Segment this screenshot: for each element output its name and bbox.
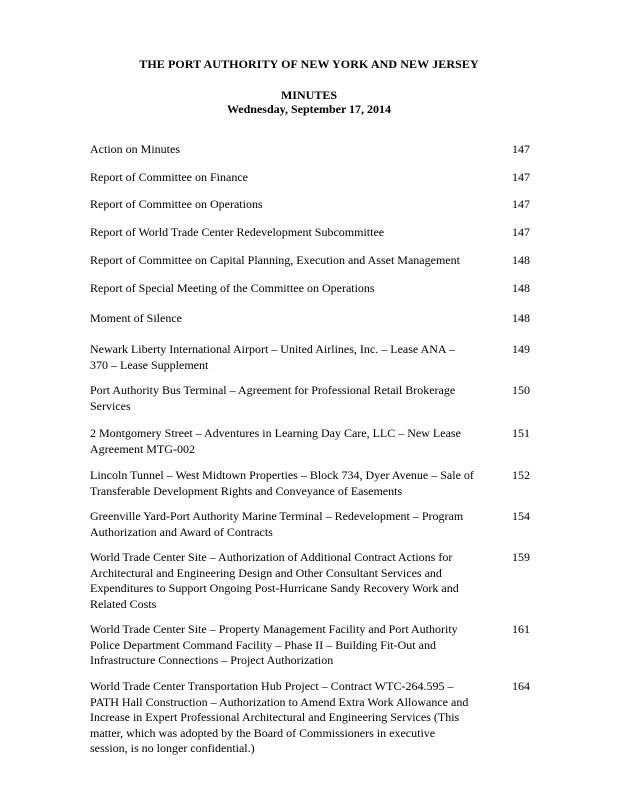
- entry-title: 2 Montgomery Street – Adventures in Learning Day Care, LLC – New Lease Agreement MTG-002: [90, 426, 461, 456]
- entry-title: Moment of Silence: [90, 311, 182, 325]
- entry-page-number: 147: [512, 225, 530, 239]
- meeting-date: Wednesday, September 17, 2014: [226, 102, 392, 116]
- entry-title: Report of Special Meeting of the Committee on Operations: [90, 281, 375, 295]
- document-title: MINUTES: [280, 88, 337, 102]
- entry-page-number: 152: [512, 468, 530, 482]
- entry-page-number: 149: [512, 342, 530, 356]
- contents-entry: [90, 311, 530, 327]
- entry-page-number: 147: [512, 170, 530, 184]
- entry-title: Port Authority Bus Terminal – Agreement for Professional Retail Brokerage Services: [90, 383, 456, 413]
- entry-page-number: 148: [512, 253, 530, 267]
- contents-entry: [90, 142, 530, 158]
- entry-title: Report of World Trade Center Redevelopment Subcommittee: [90, 225, 385, 239]
- contents-entry: [90, 383, 530, 414]
- entry-title: Newark Liberty International Airport – United Airlines, Inc. – Lease ANA – 370 – Lease Supplement: [90, 342, 455, 372]
- contents-entry: [90, 281, 530, 297]
- contents-entry: [90, 225, 530, 241]
- entry-page-number: 154: [512, 509, 530, 523]
- entry-title: World Trade Center Site – Property Management Facility and Port Authority Police Department Command Facility – Phase II – Building Fit-Out and Infrastructure Connections – Project Authorization: [90, 622, 458, 667]
- entry-page-number: 148: [512, 281, 530, 295]
- contents-entry: [90, 197, 530, 213]
- entry-page-number: 161: [512, 622, 530, 636]
- entry-title: World Trade Center Site – Authorization of Additional Contract Actions for Architectural and Engineering Design and Other Consultant Services and Expenditures to Support Ongoing Post-Hurricane Sandy Recovery Work and Related Costs: [90, 550, 459, 611]
- contents-entry: [90, 253, 530, 269]
- entry-title: Report of Committee on Capital Planning, Execution and Asset Management: [90, 253, 460, 267]
- entry-title: Report of Committee on Operations: [90, 197, 263, 211]
- contents-entry: [90, 679, 530, 757]
- entry-title: Action on Minutes: [90, 142, 180, 156]
- entry-page-number: 147: [512, 142, 530, 156]
- entry-page-number: 148: [512, 311, 530, 325]
- contents-entry: [90, 170, 530, 186]
- entry-page-number: 164: [512, 679, 530, 693]
- entry-page-number: 147: [512, 197, 530, 211]
- entry-page-number: 159: [512, 550, 530, 564]
- entry-title: Lincoln Tunnel – West Midtown Properties – Block 734, Dyer Avenue – Sale of Transferable Development Rights and Conveyance of Easements: [90, 468, 474, 498]
- entry-title: Greenville Yard-Port Authority Marine Terminal – Redevelopment – Program Authorization and Award of Contracts: [90, 509, 464, 539]
- contents-entry: [90, 509, 530, 540]
- contents-entry: [90, 468, 530, 499]
- entry-page-number: 150: [512, 383, 530, 397]
- entry-page-number: 151: [512, 426, 530, 440]
- contents-entry: [90, 426, 530, 457]
- contents-entry: [90, 622, 530, 669]
- organization-heading: THE PORT AUTHORITY OF NEW YORK AND NEW JERSEY: [139, 57, 479, 71]
- entry-title: World Trade Center Transportation Hub Project – Contract WTC-264.595 – PATH Hall Construction – Authorization to Amend Extra Work Allowance and Increase in Expert Professional Architectural and Engineering Services (This matter, which was adopted by the Board of Commissioners in executive session, is no longer confidential.): [90, 679, 469, 755]
- contents-entry: [90, 550, 530, 612]
- contents-entry: [90, 342, 530, 373]
- entry-title: Report of Committee on Finance: [90, 170, 248, 184]
